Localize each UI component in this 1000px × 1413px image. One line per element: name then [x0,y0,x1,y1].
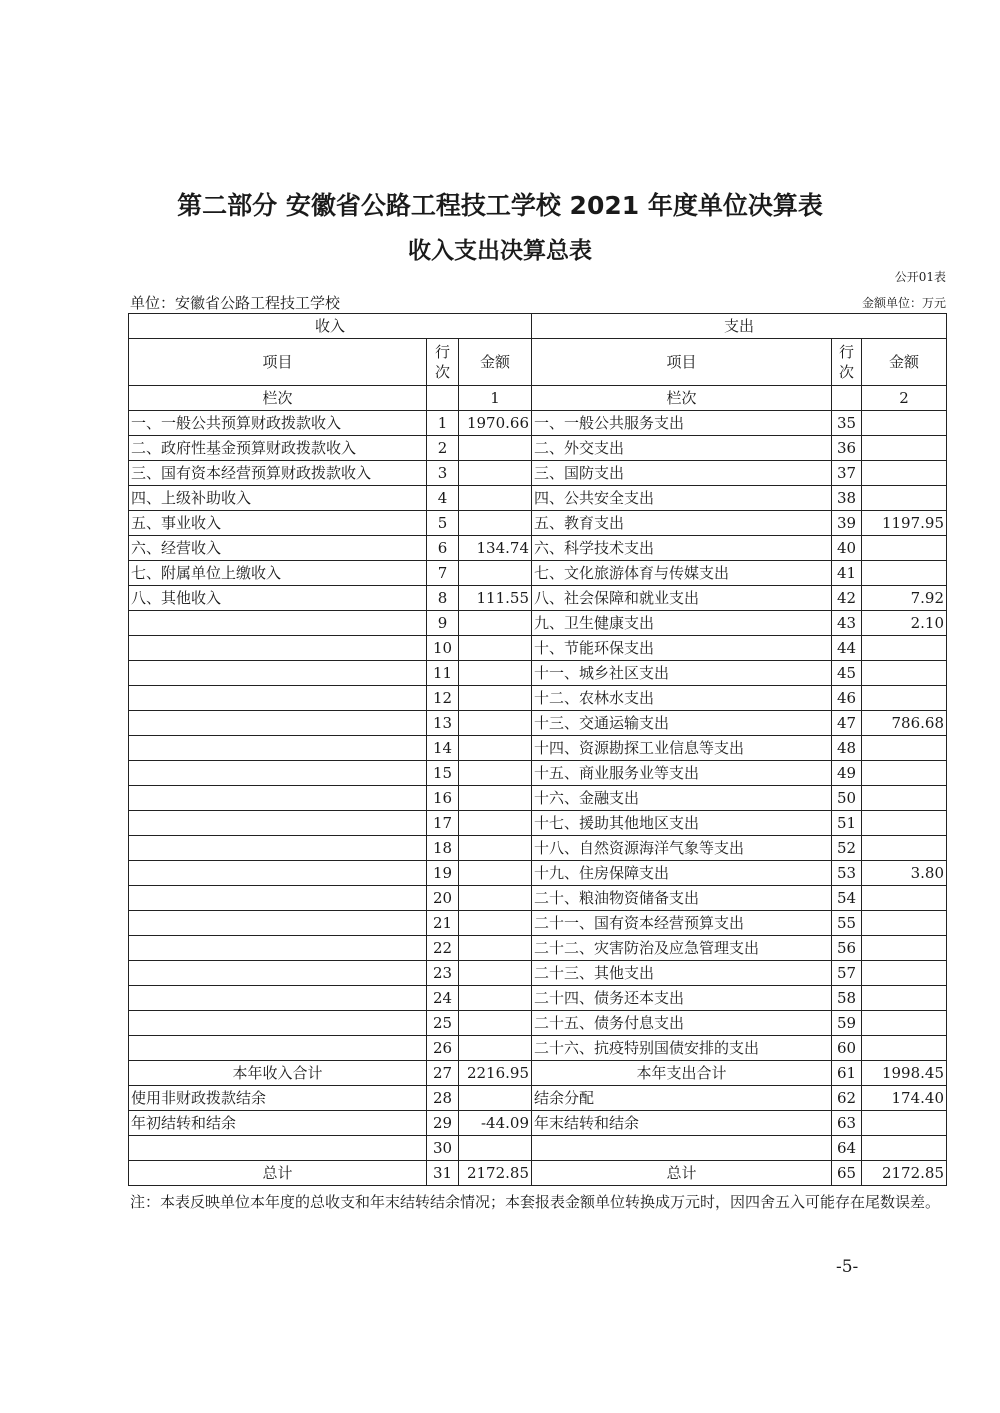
expense-line-no: 39 [832,511,862,536]
income-item: 七、附属单位上缴收入 [129,561,427,586]
table-row [129,561,947,586]
expense-amount: 1998.45 [862,1061,947,1086]
expense-line-no: 47 [832,711,862,736]
expense-line-no: 55 [832,911,862,936]
income-line-no: 13 [427,711,459,736]
table-title: 收入支出决算总表 [408,238,592,264]
expense-line-no: 42 [832,586,862,611]
income-item [129,886,427,911]
table-row [129,711,947,736]
expense-item: 十六、金融支出 [532,786,832,811]
income-amount-header: 金额 [459,339,532,386]
income-line-no: 12 [427,686,459,711]
expense-item: 十三、交通运输支出 [532,711,832,736]
expense-section-header: 支出 [532,314,947,339]
expense-item: 二十三、其他支出 [532,961,832,986]
income-item: 三、国有资本经营预算财政拨款收入 [129,461,427,486]
income-amount [459,711,532,736]
income-item [129,911,427,936]
empty-cell [427,386,459,411]
expense-item: 二十二、灾害防治及应急管理支出 [532,936,832,961]
table-row [129,636,947,661]
income-line-no: 3 [427,461,459,486]
expense-item: 二、外交支出 [532,436,832,461]
income-line-no: 8 [427,586,459,611]
expense-line-no: 44 [832,636,862,661]
expense-amount [862,1011,947,1036]
income-expense-table [128,313,947,1186]
table-row [129,911,947,936]
expense-amount-header: 金额 [862,339,947,386]
expense-item: 二十一、国有资本经营预算支出 [532,911,832,936]
income-amount [459,436,532,461]
income-amount [459,661,532,686]
table-row [129,486,947,511]
expense-line-no: 54 [832,886,862,911]
income-amount: 2172.85 [459,1161,532,1186]
income-line-no: 17 [427,811,459,836]
table-row [129,886,947,911]
table-row [129,961,947,986]
expense-amount: 2.10 [862,611,947,636]
income-line-no: 15 [427,761,459,786]
income-item [129,861,427,886]
income-item [129,761,427,786]
income-item [129,1011,427,1036]
income-amount: -44.09 [459,1111,532,1136]
income-amount [459,611,532,636]
expense-line-no: 45 [832,661,862,686]
expense-amount: 1197.95 [862,511,947,536]
income-item: 二、政府性基金预算财政拨款收入 [129,436,427,461]
expense-item: 总计 [532,1161,832,1186]
expense-item: 十九、住房保障支出 [532,861,832,886]
income-amount [459,686,532,711]
expense-line-no: 65 [832,1161,862,1186]
income-line-no: 11 [427,661,459,686]
header-row-sections [129,314,947,339]
year-total-row [129,1061,947,1086]
income-item: 八、其他收入 [129,586,427,611]
income-column-label: 栏次 [129,386,427,411]
table-row [129,686,947,711]
table-row [129,436,947,461]
income-line-no: 6 [427,536,459,561]
expense-item: 九、卫生健康支出 [532,611,832,636]
expense-item: 二十五、债务付息支出 [532,1011,832,1036]
expense-amount: 7.92 [862,586,947,611]
income-item: 六、经营收入 [129,536,427,561]
income-amount [459,836,532,861]
income-item [129,636,427,661]
unit-label: 单位：安徽省公路工程技工学校 [130,294,341,312]
income-amount [459,1086,532,1111]
income-line-no: 30 [427,1136,459,1161]
expense-item-header: 项目 [532,339,832,386]
expense-amount [862,1136,947,1161]
footnote: 注：本表反映单位本年度的总收支和年末结转结余情况；本套报表金额单位转换成万元时，因四舍五入可能存在尾数误差。 [130,1193,941,1211]
income-item: 使用非财政拨款结余 [129,1086,427,1111]
table-row [129,411,947,436]
empty-cell [832,386,862,411]
income-amount [459,886,532,911]
expense-column-index: 2 [862,386,947,411]
expense-line-no: 36 [832,436,862,461]
expense-column-label: 栏次 [532,386,832,411]
income-amount: 134.74 [459,536,532,561]
income-line-no: 1 [427,411,459,436]
expense-line-no: 40 [832,536,862,561]
income-line-no: 14 [427,736,459,761]
table-row [129,986,947,1011]
expense-line-no: 41 [832,561,862,586]
table-row [129,861,947,886]
expense-amount [862,961,947,986]
expense-item: 六、科学技术支出 [532,536,832,561]
expense-line-no: 50 [832,786,862,811]
expense-line-no: 49 [832,761,862,786]
page-number: -5- [836,1257,859,1277]
income-amount [459,811,532,836]
expense-item: 四、公共安全支出 [532,486,832,511]
income-amount [459,786,532,811]
expense-item: 一、一般公共服务支出 [532,411,832,436]
expense-item: 三、国防支出 [532,461,832,486]
table-row [129,811,947,836]
income-line-no: 20 [427,886,459,911]
table-row [129,736,947,761]
income-line-no-header: 行次 [427,339,459,386]
income-line-no: 5 [427,511,459,536]
expense-line-no: 56 [832,936,862,961]
income-amount [459,1136,532,1161]
expense-item: 结余分配 [532,1086,832,1111]
income-item: 五、事业收入 [129,511,427,536]
expense-amount [862,686,947,711]
expense-item: 七、文化旅游体育与传媒支出 [532,561,832,586]
grand-total-row [129,1161,947,1186]
expense-item: 十七、援助其他地区支出 [532,811,832,836]
income-item: 总计 [129,1161,427,1186]
expense-line-no: 62 [832,1086,862,1111]
income-line-no: 27 [427,1061,459,1086]
expense-amount [862,461,947,486]
expense-amount [862,1036,947,1061]
expense-amount: 786.68 [862,711,947,736]
expense-line-no: 63 [832,1111,862,1136]
income-amount [459,986,532,1011]
expense-line-no: 64 [832,1136,862,1161]
income-amount [459,761,532,786]
expense-line-no: 43 [832,611,862,636]
table-row [129,611,947,636]
income-amount [459,911,532,936]
expense-line-no: 37 [832,461,862,486]
income-amount [459,1036,532,1061]
expense-item: 二十四、债务还本支出 [532,986,832,1011]
income-amount: 2216.95 [459,1061,532,1086]
income-item [129,611,427,636]
expense-line-no: 51 [832,811,862,836]
expense-item: 八、社会保障和就业支出 [532,586,832,611]
expense-item: 本年支出合计 [532,1061,832,1086]
income-item [129,836,427,861]
income-item: 四、上级补助收入 [129,486,427,511]
income-line-no: 25 [427,1011,459,1036]
income-amount [459,861,532,886]
expense-amount [862,661,947,686]
income-amount [459,636,532,661]
income-line-no: 28 [427,1086,459,1111]
expense-item: 二十、粮油物资储备支出 [532,886,832,911]
expense-item: 十四、资源勘探工业信息等支出 [532,736,832,761]
expense-amount [862,911,947,936]
income-item [129,961,427,986]
expense-amount: 2172.85 [862,1161,947,1186]
table-row [129,511,947,536]
expense-item: 十二、农林水支出 [532,686,832,711]
expense-item: 年末结转和结余 [532,1111,832,1136]
expense-line-no: 60 [832,1036,862,1061]
income-line-no: 23 [427,961,459,986]
income-line-no: 24 [427,986,459,1011]
expense-amount [862,811,947,836]
income-line-no: 21 [427,911,459,936]
form-number: 公开01表 [894,270,946,284]
income-item [129,1036,427,1061]
expense-amount [862,736,947,761]
income-line-no: 22 [427,936,459,961]
table-row [129,761,947,786]
expense-amount [862,561,947,586]
expense-item: 五、教育支出 [532,511,832,536]
income-item [129,661,427,686]
income-amount [459,511,532,536]
expense-item: 十八、自然资源海洋气象等支出 [532,836,832,861]
expense-amount [862,761,947,786]
income-line-no: 16 [427,786,459,811]
table-row [129,586,947,611]
header-row-columns [129,339,947,386]
table-row [129,461,947,486]
expense-item [532,1136,832,1161]
income-item [129,936,427,961]
income-item: 本年收入合计 [129,1061,427,1086]
table-row [129,1111,947,1136]
table-row [129,836,947,861]
income-amount: 1970.66 [459,411,532,436]
expense-amount [862,786,947,811]
expense-line-no: 58 [832,986,862,1011]
expense-item: 十、节能环保支出 [532,636,832,661]
income-amount [459,461,532,486]
income-amount: 111.55 [459,586,532,611]
expense-amount: 3.80 [862,861,947,886]
income-line-no: 10 [427,636,459,661]
expense-amount [862,486,947,511]
column-index-row [129,386,947,411]
expense-item: 二十六、抗疫特别国债安排的支出 [532,1036,832,1061]
expense-item: 十一、城乡社区支出 [532,661,832,686]
expense-amount [862,1111,947,1136]
expense-line-no: 35 [832,411,862,436]
income-item-header: 项目 [129,339,427,386]
income-line-no: 2 [427,436,459,461]
expense-item: 十五、商业服务业等支出 [532,761,832,786]
income-section-header: 收入 [129,314,532,339]
expense-line-no: 59 [832,1011,862,1036]
income-item [129,811,427,836]
table-row [129,661,947,686]
income-line-no: 29 [427,1111,459,1136]
income-item: 一、一般公共预算财政拨款收入 [129,411,427,436]
income-line-no: 19 [427,861,459,886]
table-row [129,1036,947,1061]
income-amount [459,1011,532,1036]
income-line-no: 26 [427,1036,459,1061]
expense-amount [862,936,947,961]
expense-amount [862,636,947,661]
table-row [129,786,947,811]
income-item [129,711,427,736]
expense-amount [862,436,947,461]
table-row [129,1086,947,1111]
income-item [129,786,427,811]
expense-line-no: 52 [832,836,862,861]
money-unit-label: 金额单位：万元 [861,296,946,310]
income-line-no: 18 [427,836,459,861]
income-item: 年初结转和结余 [129,1111,427,1136]
expense-amount: 174.40 [862,1086,947,1111]
income-item [129,986,427,1011]
income-amount [459,486,532,511]
document-title: 第二部分 安徽省公路工程技工学校 2021 年度单位决算表 [177,191,823,220]
expense-line-no: 61 [832,1061,862,1086]
income-item [129,1136,427,1161]
table-row [129,936,947,961]
table-row [129,1011,947,1036]
table-row [129,536,947,561]
expense-line-no: 53 [832,861,862,886]
expense-line-no-header: 行次 [832,339,862,386]
expense-amount [862,536,947,561]
expense-amount [862,836,947,861]
income-amount [459,736,532,761]
expense-amount [862,886,947,911]
income-line-no: 9 [427,611,459,636]
expense-amount [862,986,947,1011]
table-row [129,1136,947,1161]
expense-line-no: 48 [832,736,862,761]
income-line-no: 31 [427,1161,459,1186]
expense-line-no: 57 [832,961,862,986]
income-item [129,686,427,711]
income-amount [459,936,532,961]
expense-line-no: 38 [832,486,862,511]
income-column-index: 1 [459,386,532,411]
expense-amount [862,411,947,436]
income-amount [459,961,532,986]
expense-line-no: 46 [832,686,862,711]
income-line-no: 4 [427,486,459,511]
income-item [129,736,427,761]
income-amount [459,561,532,586]
income-line-no: 7 [427,561,459,586]
